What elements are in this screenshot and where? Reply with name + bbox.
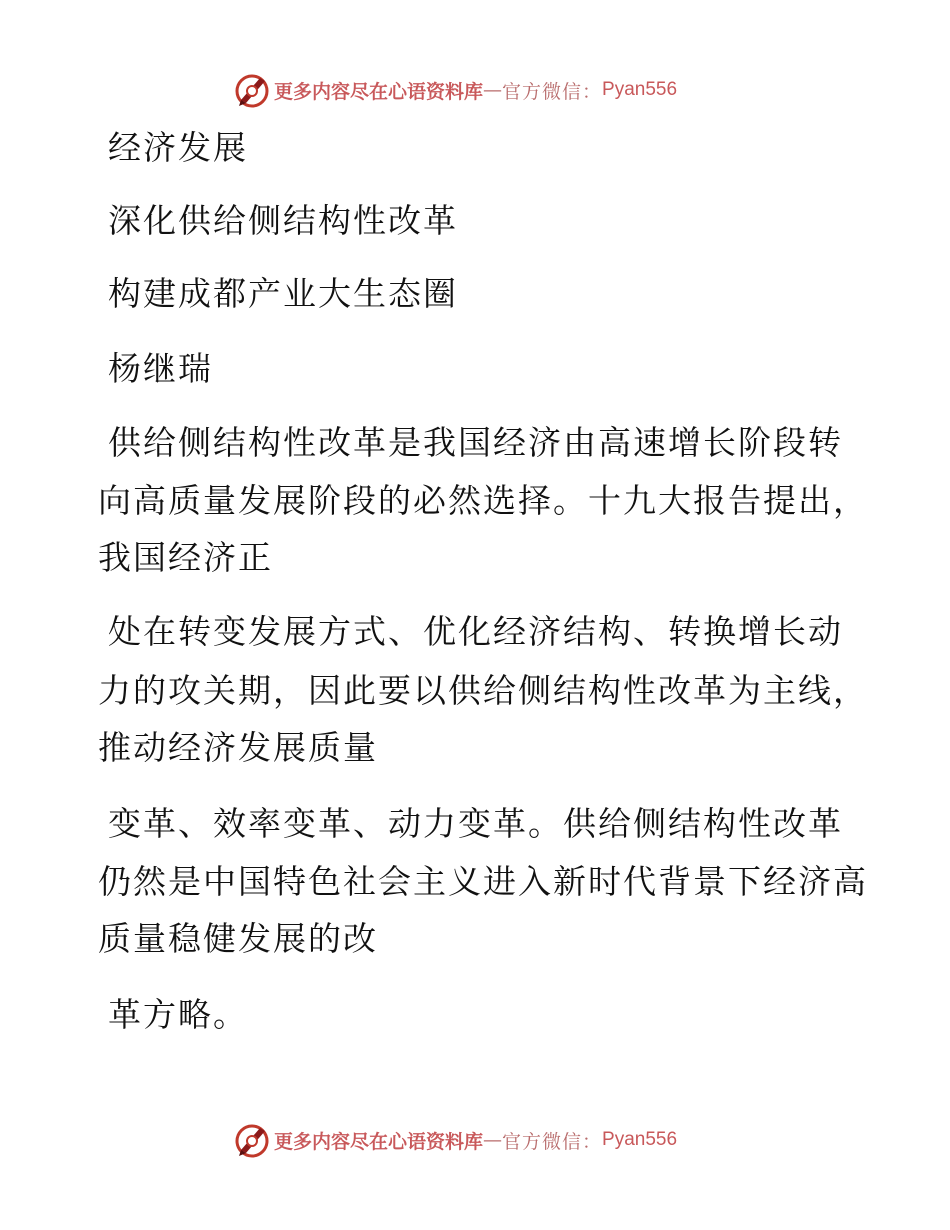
body-line: 推动经济发展质量: [98, 728, 378, 767]
wechat-id: Pyan556: [602, 1129, 678, 1150]
body-line: 处在转变发展方式、优化经济结构、转换增长动: [108, 612, 843, 651]
body-line: 力的攻关期，因此要以供给侧结构性改革为主线，: [98, 671, 868, 710]
pen-logo-icon: [232, 70, 272, 110]
watermark-text: 更多内容尽在心语资料库: [274, 1130, 484, 1153]
wechat-label: 官方微信：: [502, 80, 603, 103]
body-line: 我国经济正: [98, 538, 273, 577]
body-line: 质量稳健发展的改: [98, 919, 378, 958]
watermark-dash: —: [483, 79, 503, 101]
wechat-label: 官方微信：: [502, 1130, 603, 1153]
watermark-dash: —: [483, 1129, 503, 1151]
body-line: 变革、效率变革、动力变革。供给侧结构性改革: [108, 804, 843, 843]
body-line: 革方略。: [108, 995, 248, 1034]
article-title-line-1: 深化供给侧结构性改革: [108, 201, 458, 240]
body-line: 仍然是中国特色社会主义进入新时代背景下经济高: [98, 862, 868, 901]
body-line: 向高质量发展阶段的必然选择。十九大报告提出，: [98, 481, 868, 520]
section-title: 经济发展: [108, 128, 248, 167]
watermark-text: 更多内容尽在心语资料库: [274, 80, 484, 103]
wechat-id: Pyan556: [602, 79, 678, 100]
header-watermark-banner: [232, 70, 677, 110]
article-title-line-2: 构建成都产业大生态圈: [108, 274, 458, 313]
footer-watermark-banner: [232, 1120, 677, 1160]
body-line: 供给侧结构性改革是我国经济由高速增长阶段转: [108, 423, 843, 462]
author-name: 杨继瑞: [108, 349, 213, 388]
pen-logo-icon: [232, 1120, 272, 1160]
